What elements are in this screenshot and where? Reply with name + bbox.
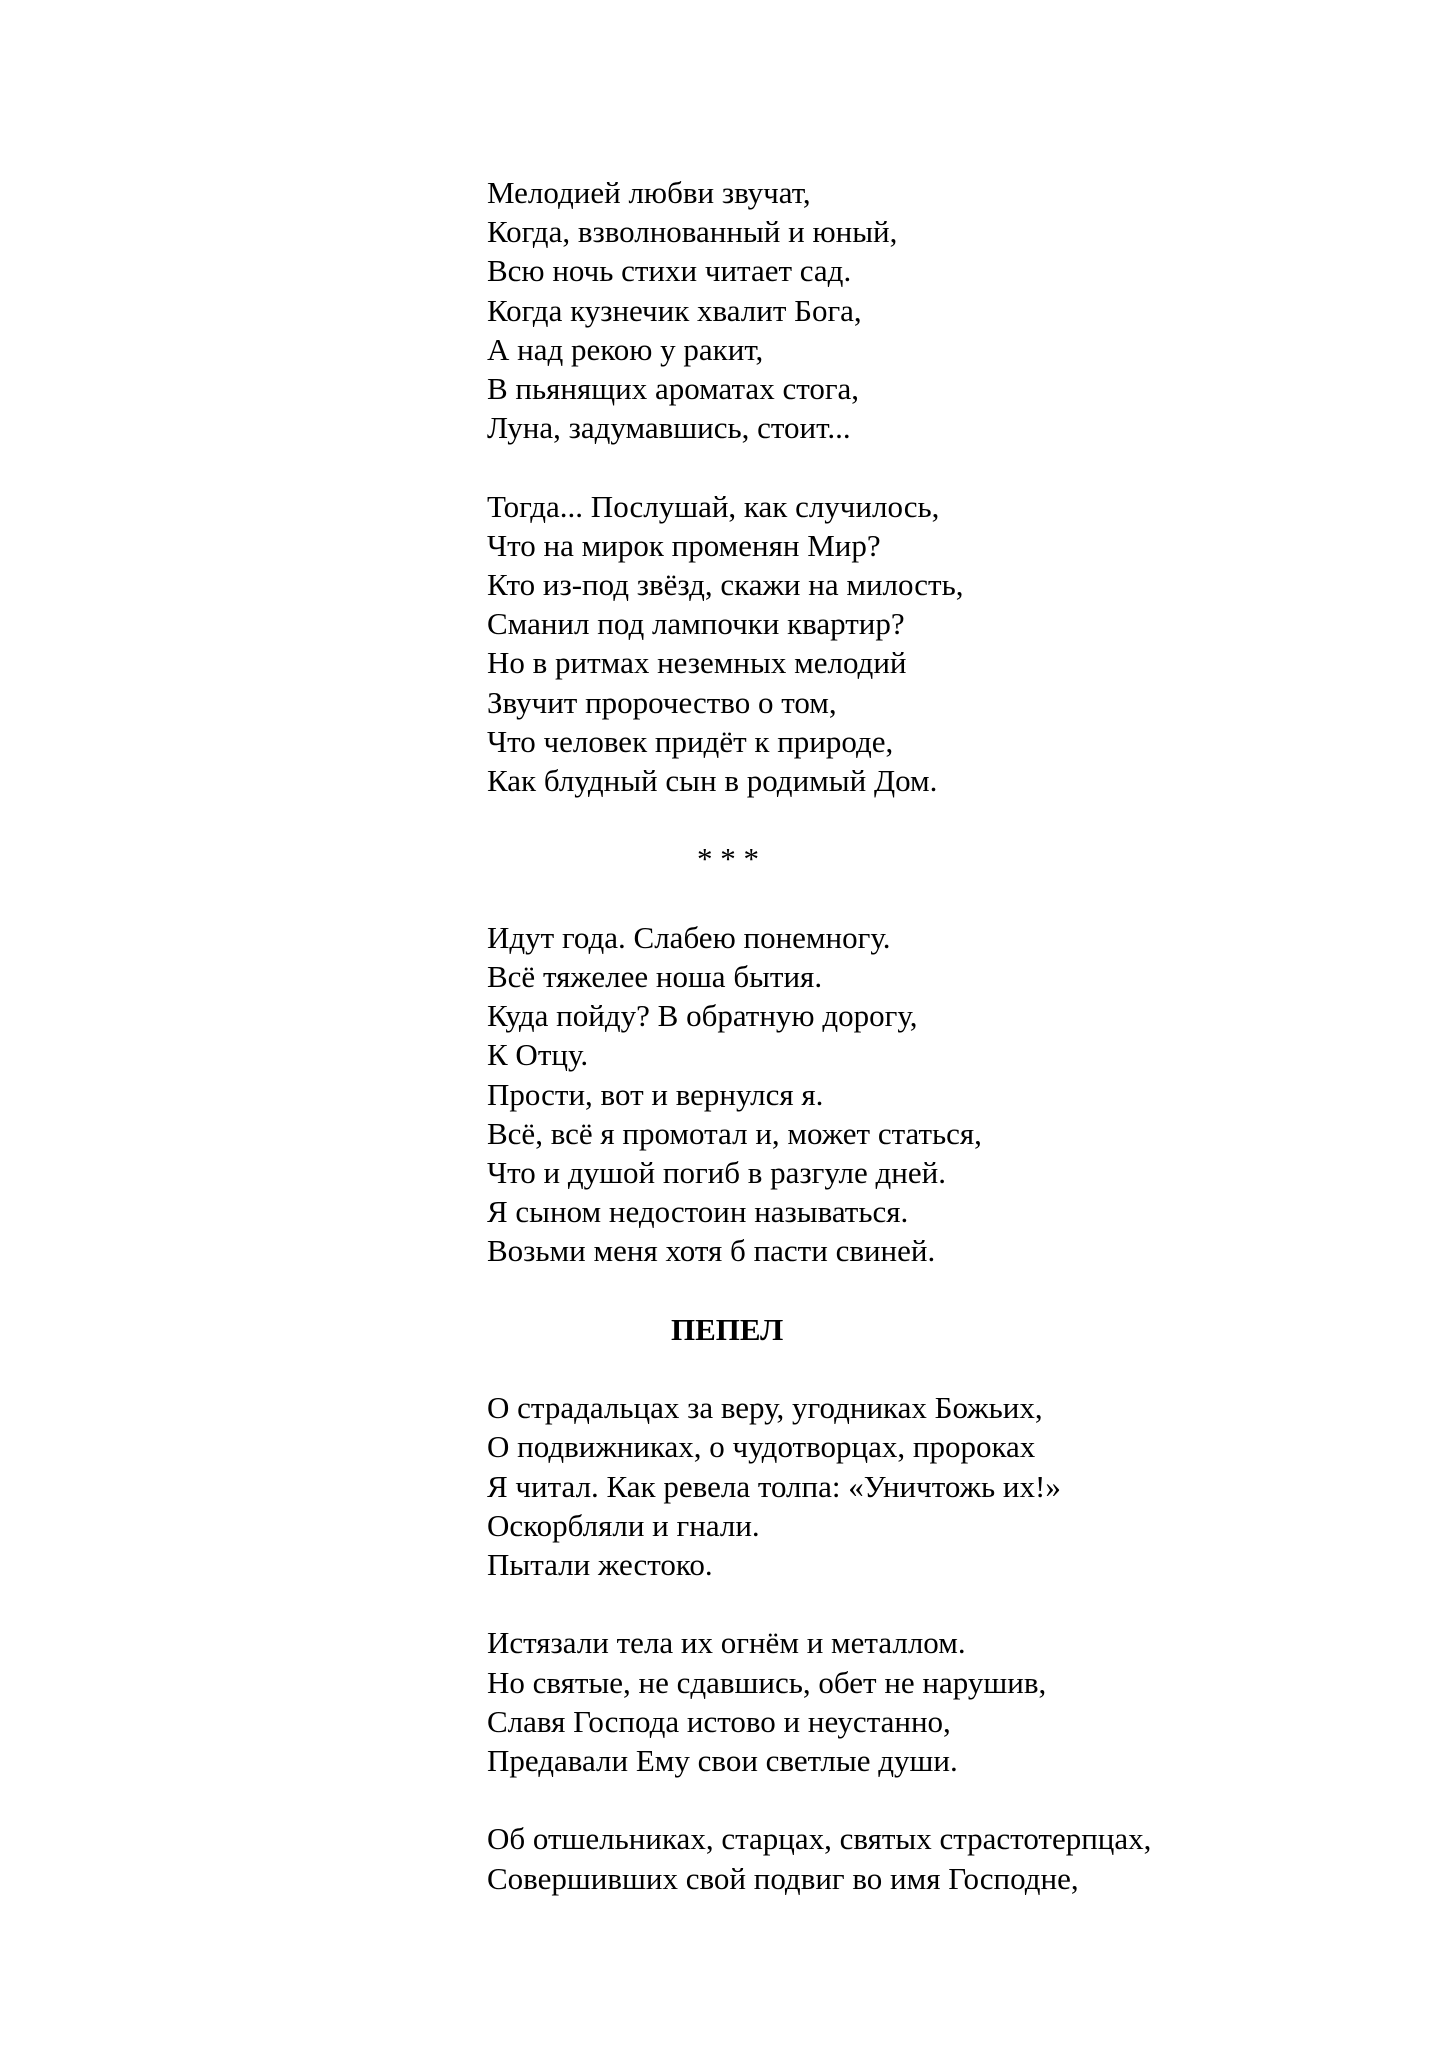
verse-line: Славя Господа истово и неустанно, <box>487 1703 951 1739</box>
verse-line: Мелодией любви звучат, <box>487 175 811 210</box>
verse-line: Пытали жестоко. <box>487 1547 713 1583</box>
verse-line: Как блудный сын в родимый Дом. <box>487 763 938 799</box>
stanza-gap <box>487 447 1387 486</box>
verse-line: Я сыном недостоин называться. <box>487 1194 909 1230</box>
poem3-stanza2 <box>487 1623 1387 1780</box>
verse-line: Всё тяжелее ноша бытия. <box>487 959 823 995</box>
poem3-stanza1 <box>487 1388 1387 1584</box>
verse-line: О страдальцах за веру, угодниках Божьих, <box>487 1390 1043 1426</box>
verse-line: Что человек придёт к природе, <box>487 723 894 759</box>
verse-line: К Отцу. <box>487 1037 589 1073</box>
verse-line: В пьянящих ароматах стога, <box>487 371 860 407</box>
poem-text-column <box>487 173 1387 1898</box>
verse-line: Что на мирок променян Мир? <box>487 527 881 563</box>
verse-line: Кто из-под звёзд, скажи на милость, <box>487 567 964 603</box>
verse-line: Когда кузнечик хвалит Бога, <box>487 292 862 328</box>
stanza-gap <box>487 879 1387 918</box>
stanza-gap <box>487 1349 1387 1388</box>
verse-line: Сманил под лампочки квартир? <box>487 606 905 642</box>
verse-line: Но в ритмах неземных мелодий <box>487 645 907 681</box>
verse-line: Прости, вот и вернулся я. <box>487 1076 824 1112</box>
verse-line: Луна, задумавшись, стоит... <box>487 410 851 446</box>
verse-line: А над рекою у ракит, <box>487 331 764 367</box>
verse-line: Я читал. Как ревела толпа: «Уничтожь их!» <box>487 1468 1061 1504</box>
stanza-gap <box>487 1780 1387 1819</box>
verse-line: Всё, всё я промотал и, может статься, <box>487 1115 982 1151</box>
verse-line: О подвижниках, о чудотворцах, пророках <box>487 1429 1036 1465</box>
stanza-gap <box>487 800 1387 839</box>
poem1-stanza1 <box>487 173 1387 447</box>
verse-line: Оскорбляли и гнали. <box>487 1507 760 1543</box>
verse-line: Предавали Ему свои светлые души. <box>487 1743 958 1779</box>
section-divider: * * * <box>697 841 759 877</box>
verse-line: Но святые, не сдавшись, обет не нарушив, <box>487 1664 1047 1700</box>
stanza-gap <box>487 1271 1387 1310</box>
verse-line: Возьми меня хотя б пасти свиней. <box>487 1233 936 1269</box>
verse-line: Идут года. Слабею понемногу. <box>487 919 891 955</box>
verse-line: Куда пойду? В обратную дорогу, <box>487 998 918 1034</box>
verse-line: Что и душой погиб в разгуле дней. <box>487 1155 946 1191</box>
poem-title: ПЕПЕЛ <box>671 1311 784 1347</box>
stanza-gap <box>487 1584 1387 1623</box>
poem1-stanza2 <box>487 487 1387 801</box>
verse-line: Истязали тела их огнём и металлом. <box>487 1625 966 1661</box>
verse-line: Звучит пророчество о том, <box>487 684 837 720</box>
poem2-stanza1 <box>487 918 1387 1271</box>
poem3-stanza3 <box>487 1819 1387 1897</box>
verse-line: Совершивших свой подвиг во имя Господне, <box>487 1860 1079 1896</box>
verse-line: Всю ночь стихи читает сад. <box>487 253 852 289</box>
verse-line: Тогда... Послушай, как случилось, <box>487 488 940 524</box>
verse-line: Об отшельниках, старцах, святых страстотерпцах, <box>487 1821 1152 1857</box>
verse-line: Когда, взволнованный и юный, <box>487 214 898 250</box>
